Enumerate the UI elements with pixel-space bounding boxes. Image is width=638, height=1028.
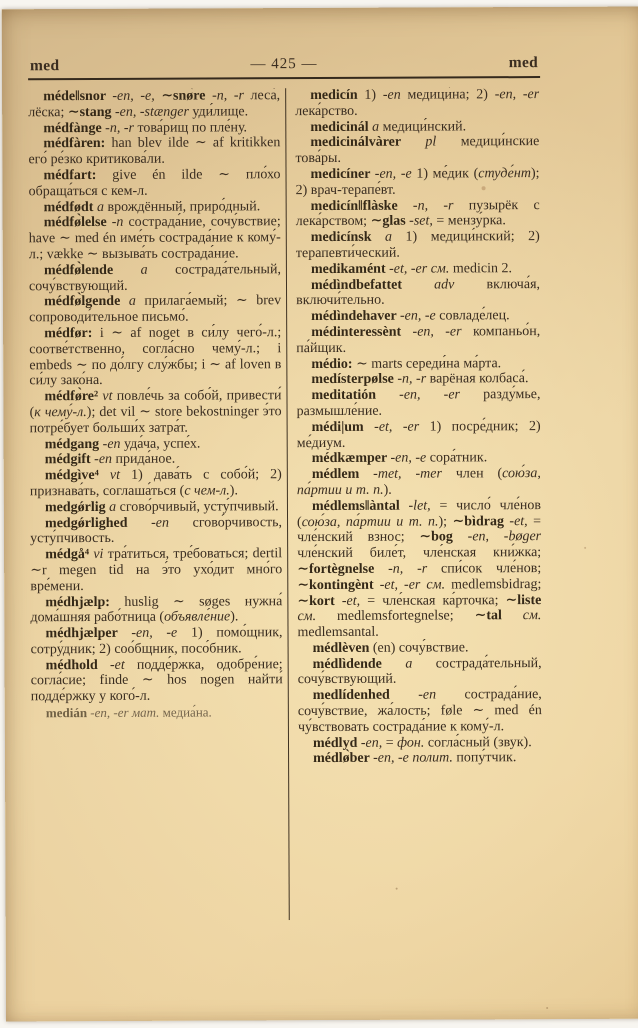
- dictionary-entry: medicínsk a 1) медици́нский; 2) терапевти́ческий.: [295, 229, 540, 262]
- dictionary-entry: médkæmper -en, -e сора́тник.: [311, 450, 488, 467]
- dictionary-entry: médfødt a врождённый, приро́дный.: [43, 198, 261, 215]
- dictionary-entry: médfø̀lelse -n сострада́ние, сочу́вствие; have ∼ med én име́ть сострада́ние к кому́-л.; vække ∼ вызыва́ть сострада́ние.: [28, 214, 281, 263]
- dictionary-entry: médfø̀lende a сострада́тельный, сочу́вствующий.: [28, 261, 281, 294]
- dictionary-entry: médlìdende a сострада́тельный, сочу́вствующий.: [297, 655, 542, 688]
- dictionary-entry: médìndehaver -en, -e совладе́лец.: [311, 308, 510, 325]
- dictionary-entry: meditatión -en, -er разду́мье, размышле́ние.: [296, 387, 541, 420]
- dictionary-entry: médfànge -n, -r това́рищ по пле́ну.: [43, 119, 248, 136]
- dictionary-entry: médlø̀ber -en, -e полит. попу́тчик.: [313, 750, 517, 767]
- dictionary-entry: médfø̀re² vt повле́чь за собо́й, привести́ (к чему́-л.); det vil ∼ store bekostninger э́то потре́бует больши́х затра́т.: [29, 388, 282, 437]
- text-columns: [28, 87, 544, 921]
- dictionary-entry: médgang -en уда́ча, успе́х.: [44, 436, 201, 452]
- dictionary-entry: médio: ∼ marts середи́на ма́рта.: [311, 355, 502, 372]
- dictionary-entry: medicinál a медици́нский.: [310, 118, 467, 135]
- print-block: [28, 47, 544, 921]
- dictionary-entry: medgǿrlig a сгово́рчивый, усту́пчивый.: [44, 498, 279, 515]
- dictionary-page: [2, 7, 638, 1022]
- dictionary-entry: médìndbefattet adv включа́я, включи́тельно.: [296, 276, 541, 309]
- dictionary-entry: médlem -met, -mer член (сою́за, па́ртии и т. п.).: [296, 466, 541, 499]
- dictionary-entry: médgå⁴ vi тра́титься, тре́боваться; dertil ∼r megen tid на э́то ухо́дит мно́го вре́мени.: [30, 546, 283, 594]
- dictionary-entry: medikamént -et, -er см. medicin 2.: [310, 260, 512, 277]
- right-column: [285, 87, 543, 920]
- dictionary-entry: medicín‖flàske -n, -r пузырёк с лека́рством; ∼glas -set, = мензу́рка.: [295, 197, 540, 230]
- dictionary-entry: médfàren: han blev ilde ∼ af kritikken его́ ре́зко критикова́ли.: [28, 135, 281, 168]
- dictionary-entry: médfør: i ∼ af noget в си́лу чего́-л.; соотве́тственно, согла́сно чему́-л.; i embeds ∼ по до́лгу слу́жбы; i ∼ af loven в си́лу зако́на.: [29, 325, 282, 389]
- dictionary-entry: médfø̀lgende a прилага́емый; ∼ brev сопроводи́тельное письмо́.: [29, 293, 282, 326]
- dictionary-entry: médinteressènt -en, -er компаньо́н, па́йщик.: [296, 324, 541, 356]
- header-rule: [28, 76, 540, 80]
- running-head: [28, 47, 540, 75]
- dictionary-entry: médlems‖àntal -let, = число́ чле́нов (сою́за, па́ртии и т. п.); ∼bìdrag -et, = чле́нский взнос; ∼bog -en, -bøger чле́нский биле́т, чле́нская кни́жка; ∼fortègnelse -n, -r спи́сок чле́нов; ∼kontingènt -et, -er см. medlemsbidrag; ∼kort -et, = чле́нская ка́рточка; ∼liste см. medlemsfortegnelse; ∼tal см. medlemsantal.: [297, 497, 542, 641]
- page-number: — 425 —: [250, 56, 318, 73]
- dictionary-entry: médhjælp: huslig ∼ søges нужна́ дома́шняя рабо́тница (объявле́ние).: [30, 593, 283, 626]
- dictionary-entry: medián -en, -er мат. медиа́на.: [45, 704, 212, 721]
- dictionary-entry: médhjælper -en, -e 1) помо́щник, сотру́дник; 2) соо́бщник, посо́бник.: [30, 625, 283, 658]
- dictionary-entry: médlyd -en, = фон. согла́сный (звук).: [312, 734, 532, 751]
- running-head-right: med: [508, 54, 539, 72]
- dictionary-entry: médgìve⁴ vt 1) дава́ть с собо́й; 2) признава́ть, соглаша́ться (с чем-л.).: [29, 467, 282, 500]
- dictionary-entry: médhold -et подде́ржка, одобре́ние; согла́сие; finde ∼ hos nogen найти́ подде́ржку у кого́-л.: [30, 656, 283, 705]
- dictionary-entry: méde‖snor -en, -e, ∼snø̀re -n, -r леса́, лёска; ∼stang -en, -stænger уди́лище.: [28, 88, 281, 121]
- dictionary-entry: médi|um -et, -er 1) посре́дник; 2) ме́диум.: [296, 418, 541, 451]
- left-column: [28, 88, 289, 921]
- dictionary-entry: médfart: give én ilde ∼ пло́хо обраща́ться с кем-л.: [28, 167, 281, 200]
- dictionary-entry: medicín 1) -en медици́на; 2) -en, -er лека́рство.: [295, 87, 540, 119]
- running-head-left: med: [30, 57, 60, 75]
- dictionary-entry: medicinálvàrer pl медици́нские това́ры.: [295, 134, 540, 167]
- dictionary-entry: medgǿrlighed -en сгово́рчивость, усту́пчивость.: [30, 514, 283, 547]
- dictionary-entry: médlèven (en) сочу́вствие.: [312, 640, 469, 656]
- dictionary-entry: médgift -en прида́ное.: [44, 451, 176, 468]
- dictionary-entry: medlídenhed -en сострада́ние, сочу́вствие, жа́лость; føle ∼ med én чу́вствовать сострада́ние к кому́-л.: [297, 687, 542, 735]
- dictionary-entry: medísterpølse -n, -r варёная колбаса́.: [311, 371, 529, 388]
- dictionary-entry: medicíner -en, -e 1) ме́дик (студе́нт); 2) врач-терапе́вт.: [295, 166, 540, 198]
